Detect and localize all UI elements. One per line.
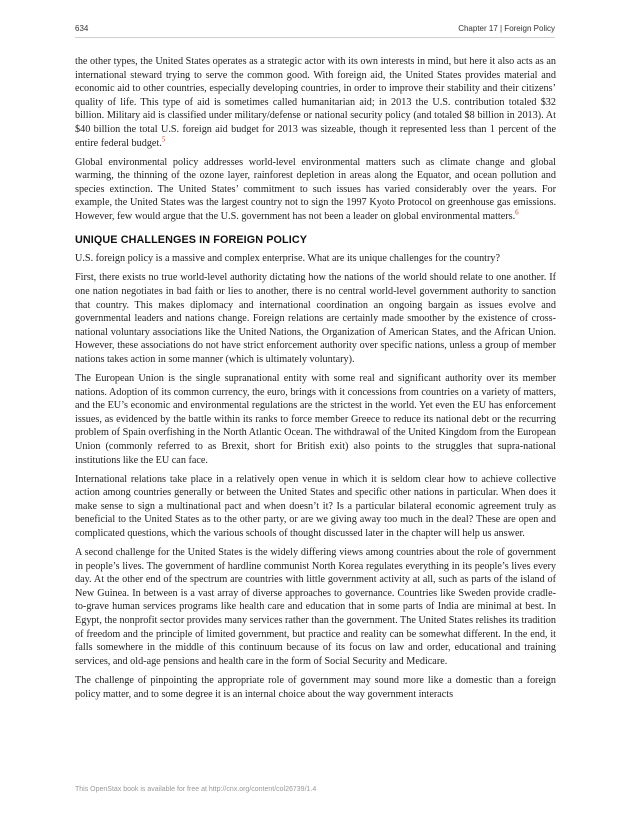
paragraph-foreign-aid: the other types, the United States operates as a strategic actor with its own interests in mind, but here it also acts as an international steward trying to serve the common good. With foreign aid, the United States provides material and economic aid to other countries, especially developing countries, in order to improve their stability and their citizens’ quality of life. This type of aid is sometimes called humanitarian aid; in 2013 the U.S. contribution totaled $32 billion. Military aid is classified under military/defense or national security policy (and totaled $8 billion in 2013). At $40 billion the total U.S. foreign aid budget for 2013 was sizeable, though it represented less than 1 percent of the entire federal budget.$^5$ [75,56,556,149]
paragraph-european-union: The European Union is the single supranational entity with some real and significant authority over its member nations. Adoption of its common currency, the euro, brings with it concessions from countries on a variety of matters, and the EU’s economic and environmental regulations are the strictest in the world. Yet even the EU has enforcement issues, as evidenced by the battle within its ranks to force member Greece to reduce its national debt or the recurring problem of Spain overfishing in the North Atlantic Ocean. The withdrawal of the United Kingdom from the European Union (commonly referred to as Brexit, short for British exit) also points to the struggles that supra-national institutions like the EU can face. [75,372,556,466]
footnote-marker-5[interactable]: 5 [161,135,166,144]
page-body [75,55,556,707]
paragraph-international-relations: International relations take place in a relatively open venue in which it is seldom clear how to achieve collective action among countries generally or between the United States and specific other nations in particular. When does it make sense to sign a multinational pact and when doesn’t it? Is a particular bilateral economic agreement truly as beneficial to the United States as to the other party, or are we giving away too much in the deal? These are open and complicated questions, which the various schools of thought discussed later in the chapter will help us answer. [75,473,556,539]
footnote-marker-6[interactable]: 6 [515,208,519,217]
paragraph-environmental-policy: Global environmental policy addresses world-level environmental matters such as climate change and global warming, the thinning of the ozone layer, rainforest depletion in areas along the Equator, and ocean pollution and species extinction. The United States’ commitment to such issues has varied considerably over the years. For example, the United States was the largest country not to sign the 1997 Kyoto Protocol on greenhouse gas emissions. However, few would argue that the U.S. government has not been a leader on global environmental matters.$^6$ [75,156,556,223]
section-heading: UNIQUE CHALLENGES IN FOREIGN POLICY [75,233,308,246]
paragraph-second-challenge: A second challenge for the United States is the widely differing views among countries about the role of government in people’s lives. The government of hardline communist North Korea regulates everything in its people’s lives every day. At the other end of the spectrum are countries with little government activity at all, such as parts of the island of New Guinea. In between is a vast array of diverse approaches to governance. Countries like Sweden provide cradle-to-grave human services programs like health care and education that in some parts of India are minimal at best. In Egypt, the nonprofit sector provides many services rather than the government. The United States relishes its tradition of freedom and the principle of limited government, but practice and reality can be somewhat different. In the end, it falls somewhere in the middle of this continuum because of its focus on law and order, educational and training services, and old-age pensions and health care in the form of Social Security and Medicare. [75,547,556,667]
page-footer: This OpenStax book is available for free at http://cnx.org/content/col26739/1.4 [75,786,317,793]
paragraph-role-of-government: The challenge of pinpointing the appropriate role of government may sound more like a domestic than a foreign policy matter, and to some degree it is an internal choice about the way government interacts [75,674,556,700]
paragraph-intro: U.S. foreign policy is a massive and complex enterprise. What are its unique challenges for the country? [75,253,501,265]
page-header [75,24,555,38]
chapter-title: Chapter 17 | Foreign Policy [458,24,555,33]
header-rule [75,37,555,38]
paragraph-world-authority: First, there exists no true world-level authority dictating how the nations of the world should relate to one another. If one nation negotiates in bad faith or lies to another, there is no central world-level government authority to sanction that country. This makes diplomacy and international coordination an ongoing bargain as issues evolve and governmental leaders and nations change. Foreign relations are certainly made smoother by the existence of cross-national voluntary associations like the United Nations, the Organization of American States, and the African Union. However, these associations do not have strict enforcement authority over specific nations, unless a group of member nations takes action in some manner (which is ultimately voluntary). [75,272,556,365]
page-number: 634 [75,24,89,33]
